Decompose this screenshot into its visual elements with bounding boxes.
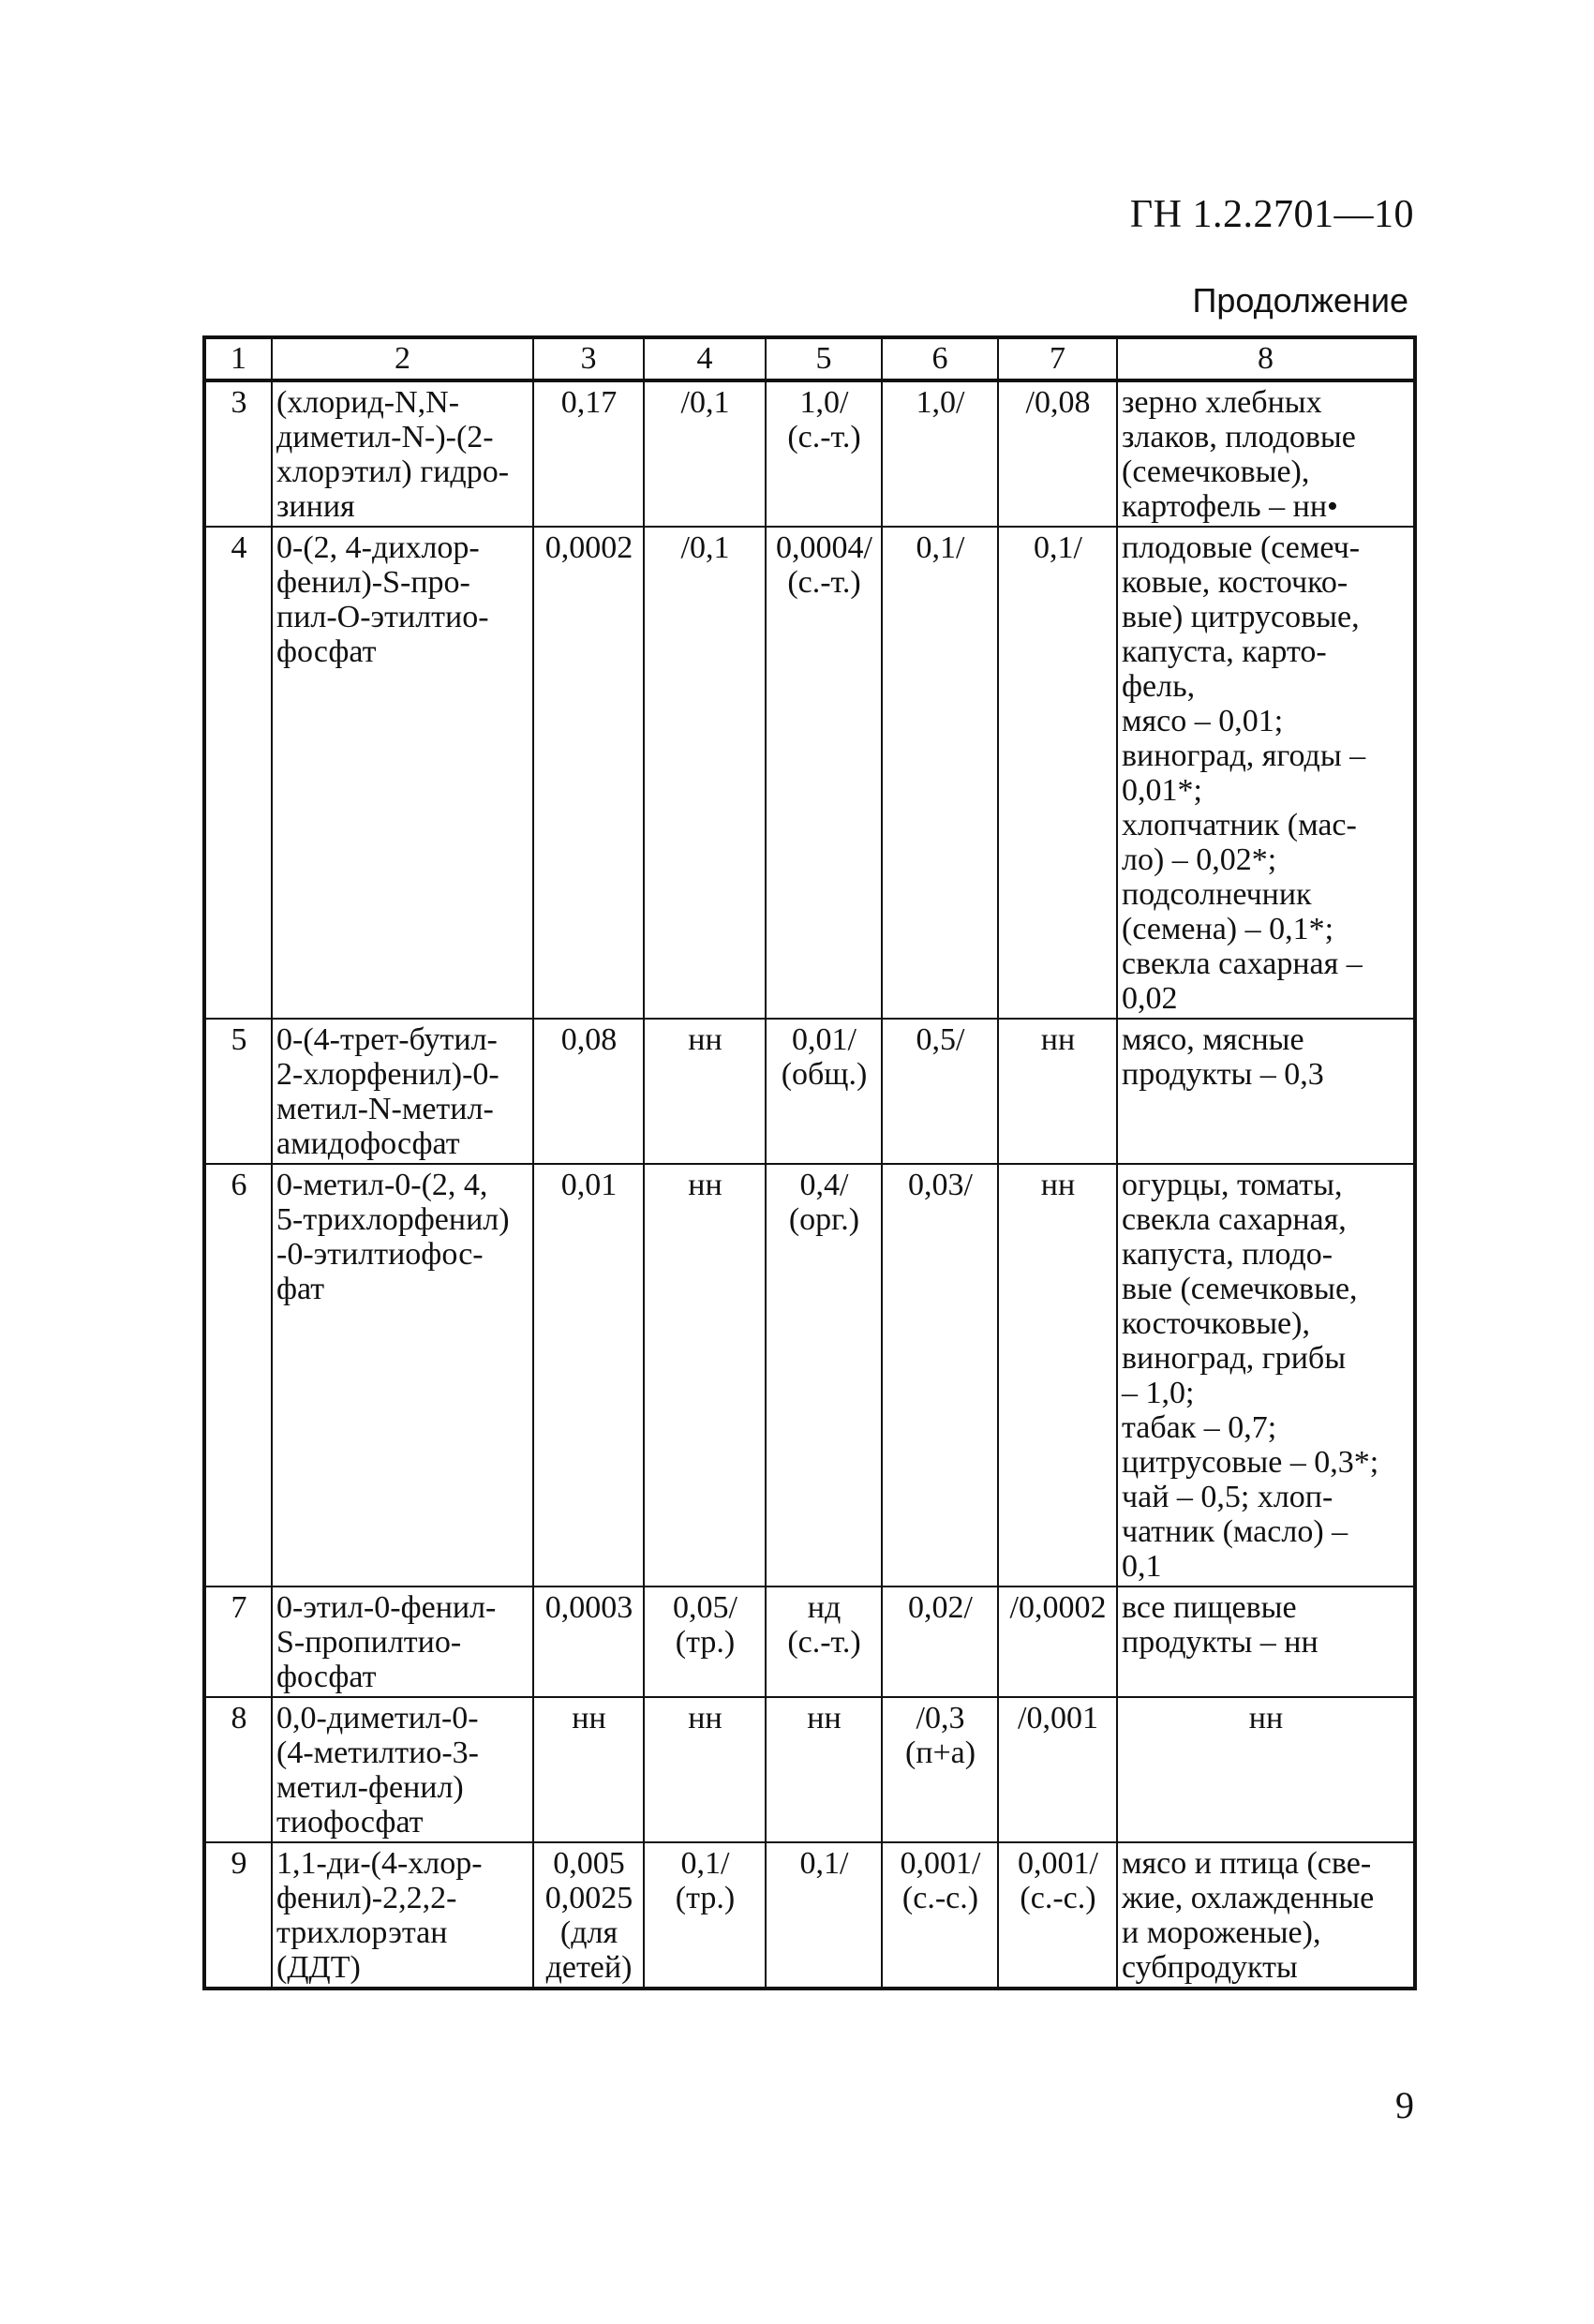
cell-line: 3 <box>231 385 247 420</box>
cell-line: 0,01 <box>560 1168 618 1202</box>
data-table-container <box>202 335 1413 1990</box>
cell-line: (хлорид-N,N- <box>276 385 460 420</box>
value-col-6 <box>882 1019 998 1164</box>
substance-name <box>272 380 533 527</box>
value-col-5 <box>766 1842 882 1989</box>
cell-line: картофель – нн• <box>1122 489 1338 524</box>
cell-line: зиния <box>276 489 355 524</box>
value-col-6 <box>882 1164 998 1587</box>
cell-line: зерно хлебных <box>1122 385 1322 420</box>
row-number <box>204 1842 272 1989</box>
cell-line: 0,17 <box>560 385 618 420</box>
cell-line: (тр.) <box>675 1881 736 1915</box>
value-col-4 <box>644 1164 766 1587</box>
cell-line: 0,1/ <box>799 1846 849 1881</box>
value-col-5 <box>766 1587 882 1697</box>
cell-line: табак – 0,7; <box>1122 1410 1277 1445</box>
value-col-7 <box>998 1842 1117 1989</box>
table-row <box>204 1697 1415 1842</box>
cell-line: злаков, плодовые <box>1122 420 1356 454</box>
substance-name <box>272 1019 533 1164</box>
cell-line: и мороженые), <box>1122 1915 1321 1950</box>
cell-line: 5-трихлорфенил) <box>276 1202 510 1237</box>
table-header-row <box>204 337 1415 380</box>
column-header-3: 3 <box>533 337 644 380</box>
substance-name <box>272 1697 533 1842</box>
cell-line: фосфат <box>276 1660 377 1694</box>
cell-line: 5 <box>231 1022 247 1057</box>
cell-line: /0,1 <box>680 530 730 565</box>
cell-line: косточковые), <box>1122 1306 1310 1341</box>
table-row <box>204 1164 1415 1587</box>
cell-line: нн <box>572 1701 606 1736</box>
page-number: 9 <box>1395 2084 1414 2126</box>
cell-line: все пищевые <box>1122 1590 1297 1625</box>
cell-line: цитрусовые – 0,3*; <box>1122 1445 1379 1480</box>
cell-line: 0,001/ <box>1018 1846 1098 1881</box>
cell-line: чай – 0,5; хлоп- <box>1122 1480 1333 1514</box>
cell-line: тиофосфат <box>276 1805 424 1840</box>
row-number <box>204 380 272 527</box>
substance-name <box>272 1587 533 1697</box>
value-col-5 <box>766 1019 882 1164</box>
value-col-3 <box>533 1019 644 1164</box>
value-col-6 <box>882 1697 998 1842</box>
cell-line: (с.-т.) <box>787 565 861 600</box>
cell-line: 0-метил-0-(2, 4, <box>276 1168 488 1202</box>
value-col-7 <box>998 1697 1117 1842</box>
column-header-4: 4 <box>644 337 766 380</box>
cell-line: 0,5/ <box>916 1022 965 1057</box>
cell-line: 2-хлорфенил)-0- <box>276 1057 499 1092</box>
value-col-4 <box>644 1587 766 1697</box>
value-col-3 <box>533 1164 644 1587</box>
cell-line: фат <box>276 1272 325 1306</box>
cell-line: продукты – нн <box>1122 1625 1318 1660</box>
cell-line: 0,05/ <box>673 1590 737 1625</box>
document-code: ГН 1.2.2701—10 <box>1129 193 1414 236</box>
cell-line: (с.-т.) <box>787 420 861 454</box>
cell-line: вые) цитрусовые, <box>1122 600 1360 634</box>
cell-line: продукты – 0,3 <box>1122 1057 1324 1092</box>
value-col-7 <box>998 527 1117 1019</box>
cell-line: 0,01/ <box>792 1022 857 1057</box>
cell-line: нн <box>1248 1701 1284 1736</box>
cell-line: огурцы, томаты, <box>1122 1168 1343 1202</box>
column-header-7: 7 <box>998 337 1117 380</box>
cell-line: жие, охлажденные <box>1122 1881 1375 1915</box>
cell-line: 6 <box>231 1168 247 1202</box>
substance-name <box>272 1842 533 1989</box>
value-col-5 <box>766 380 882 527</box>
cell-line: плодовые (семеч- <box>1122 530 1361 565</box>
cell-line: -0-этилтиофос- <box>276 1237 484 1272</box>
cell-line: чатник (масло) – <box>1122 1514 1348 1549</box>
value-col-7 <box>998 1019 1117 1164</box>
value-col-3 <box>533 527 644 1019</box>
data-table <box>202 335 1417 1990</box>
table-row <box>204 1842 1415 1989</box>
continuation-label: Продолжение <box>1192 281 1408 320</box>
column-header-8: 8 <box>1117 337 1415 380</box>
cell-line: 1,0/ <box>799 385 849 420</box>
cell-line: (орг.) <box>788 1202 860 1237</box>
cell-line: /0,1 <box>680 385 730 420</box>
cell-line: (п+а) <box>904 1736 976 1770</box>
value-col-3 <box>533 1842 644 1989</box>
cell-line: 0,0025 <box>544 1881 633 1915</box>
value-col-4 <box>644 1842 766 1989</box>
products-note <box>1117 380 1415 527</box>
cell-line: 7 <box>231 1590 247 1625</box>
value-col-5 <box>766 1164 882 1587</box>
cell-line: 0,1/ <box>680 1846 730 1881</box>
value-col-6 <box>882 1587 998 1697</box>
cell-line: – 1,0; <box>1122 1376 1195 1410</box>
products-note <box>1117 1019 1415 1164</box>
cell-line: (ДДТ) <box>276 1950 361 1985</box>
cell-line: /0,001 <box>1018 1701 1098 1736</box>
cell-line: 0,1/ <box>916 530 965 565</box>
cell-line: 0,02/ <box>908 1590 973 1625</box>
cell-line: метил-фенил) <box>276 1770 464 1805</box>
value-col-4 <box>644 1019 766 1164</box>
cell-line: свекла сахарная – <box>1122 946 1363 981</box>
row-number <box>204 1164 272 1587</box>
table-row <box>204 1587 1415 1697</box>
cell-line: капуста, карто- <box>1122 634 1327 669</box>
cell-line: метил-N-метил- <box>276 1092 494 1126</box>
cell-line: S-пропилтио- <box>276 1625 462 1660</box>
value-col-6 <box>882 380 998 527</box>
value-col-7 <box>998 1587 1117 1697</box>
value-col-3 <box>533 1587 644 1697</box>
row-number <box>204 1019 272 1164</box>
cell-line: нн <box>1040 1022 1076 1057</box>
cell-line: субпродукты <box>1122 1950 1298 1985</box>
cell-line: мясо и птица (све- <box>1122 1846 1372 1881</box>
products-note <box>1117 1697 1415 1842</box>
table-row <box>204 380 1415 527</box>
cell-line: пил-О-этилтио- <box>276 600 489 634</box>
substance-name <box>272 527 533 1019</box>
value-col-5 <box>766 527 882 1019</box>
cell-line: 9 <box>231 1846 247 1881</box>
cell-line: 4 <box>231 530 247 565</box>
value-col-6 <box>882 1842 998 1989</box>
value-col-7 <box>998 380 1117 527</box>
cell-line: /0,0002 <box>1009 1590 1107 1625</box>
cell-line: виноград, грибы <box>1122 1341 1347 1376</box>
cell-line: (семечковые), <box>1122 454 1310 489</box>
cell-line: 0-(4-трет-бутил- <box>276 1022 498 1057</box>
cell-line: капуста, плодо- <box>1122 1237 1333 1272</box>
cell-line: нн <box>688 1168 723 1202</box>
value-col-3 <box>533 1697 644 1842</box>
cell-line: нн <box>688 1701 723 1736</box>
cell-line: нн <box>688 1022 723 1057</box>
column-header-2: 2 <box>272 337 533 380</box>
cell-line: трихлорэтан <box>276 1915 448 1950</box>
column-header-5: 5 <box>766 337 882 380</box>
cell-line: нд <box>807 1590 842 1625</box>
cell-line: ло) – 0,02*; <box>1122 842 1277 877</box>
cell-line: (4-метилтио-3- <box>276 1736 479 1770</box>
row-number <box>204 527 272 1019</box>
cell-line: мясо – 0,01; <box>1122 704 1284 738</box>
cell-line: 0,0002 <box>544 530 633 565</box>
table-body <box>204 380 1415 1989</box>
products-note <box>1117 1587 1415 1697</box>
cell-line: (тр.) <box>675 1625 736 1660</box>
cell-line: фосфат <box>276 634 377 669</box>
cell-line: ковые, косточко- <box>1122 565 1348 600</box>
cell-line: диметил-N-)-(2- <box>276 420 494 454</box>
products-note <box>1117 527 1415 1019</box>
cell-line: /0,3 <box>916 1701 965 1736</box>
value-col-3 <box>533 380 644 527</box>
table-row <box>204 527 1415 1019</box>
substance-name <box>272 1164 533 1587</box>
cell-line: 0,0004/ <box>776 530 872 565</box>
cell-line: 0-(2, 4-дихлор- <box>276 530 480 565</box>
row-number <box>204 1587 272 1697</box>
products-note <box>1117 1842 1415 1989</box>
cell-line: 0,03/ <box>908 1168 973 1202</box>
products-note <box>1117 1164 1415 1587</box>
cell-line: /0,08 <box>1025 385 1091 420</box>
value-col-4 <box>644 380 766 527</box>
cell-line: свекла сахарная, <box>1122 1202 1347 1237</box>
cell-line: (с.-т.) <box>787 1625 861 1660</box>
column-header-1: 1 <box>204 337 272 380</box>
cell-line: 0,08 <box>560 1022 618 1057</box>
cell-line: нн <box>1040 1168 1076 1202</box>
cell-line: вые (семечковые, <box>1122 1272 1358 1306</box>
value-col-4 <box>644 1697 766 1842</box>
cell-line: 0,1 <box>1122 1549 1162 1584</box>
cell-line: 0,0-диметил-0- <box>276 1701 479 1736</box>
column-header-6: 6 <box>882 337 998 380</box>
value-col-6 <box>882 527 998 1019</box>
cell-line: (для <box>559 1915 618 1950</box>
value-col-4 <box>644 527 766 1019</box>
cell-line: мясо, мясные <box>1122 1022 1304 1057</box>
value-col-7 <box>998 1164 1117 1587</box>
cell-line: 0,005 <box>553 1846 625 1881</box>
cell-line: (с.-с.) <box>1020 1881 1096 1915</box>
cell-line: 0,02 <box>1122 981 1178 1016</box>
cell-line: (общ.) <box>781 1057 868 1092</box>
cell-line: подсолнечник <box>1122 877 1312 912</box>
cell-line: нн <box>807 1701 842 1736</box>
cell-line: амидофосфат <box>276 1126 460 1161</box>
cell-line: 0,001/ <box>900 1846 981 1881</box>
cell-line: 1,0/ <box>916 385 965 420</box>
cell-line: 1,1-ди-(4-хлор- <box>276 1846 483 1881</box>
cell-line: 8 <box>231 1701 247 1736</box>
cell-line: хлопчатник (мас- <box>1122 808 1357 842</box>
cell-line: фель, <box>1122 669 1196 704</box>
cell-line: (семена) – 0,1*; <box>1122 912 1334 946</box>
cell-line: 0,1/ <box>1034 530 1082 565</box>
cell-line: детей) <box>545 1950 633 1985</box>
cell-line: фенил)-S-про- <box>276 565 470 600</box>
cell-line: 0-этил-0-фенил- <box>276 1590 497 1625</box>
cell-line: 0,01*; <box>1122 773 1202 808</box>
value-col-5 <box>766 1697 882 1842</box>
row-number <box>204 1697 272 1842</box>
cell-line: 0,4/ <box>799 1168 849 1202</box>
cell-line: 0,0003 <box>544 1590 633 1625</box>
cell-line: фенил)-2,2,2- <box>276 1881 457 1915</box>
cell-line: виноград, ягоды – <box>1122 738 1366 773</box>
cell-line: (с.-с.) <box>901 1881 979 1915</box>
table-row <box>204 1019 1415 1164</box>
cell-line: хлорэтил) гидро- <box>276 454 510 489</box>
